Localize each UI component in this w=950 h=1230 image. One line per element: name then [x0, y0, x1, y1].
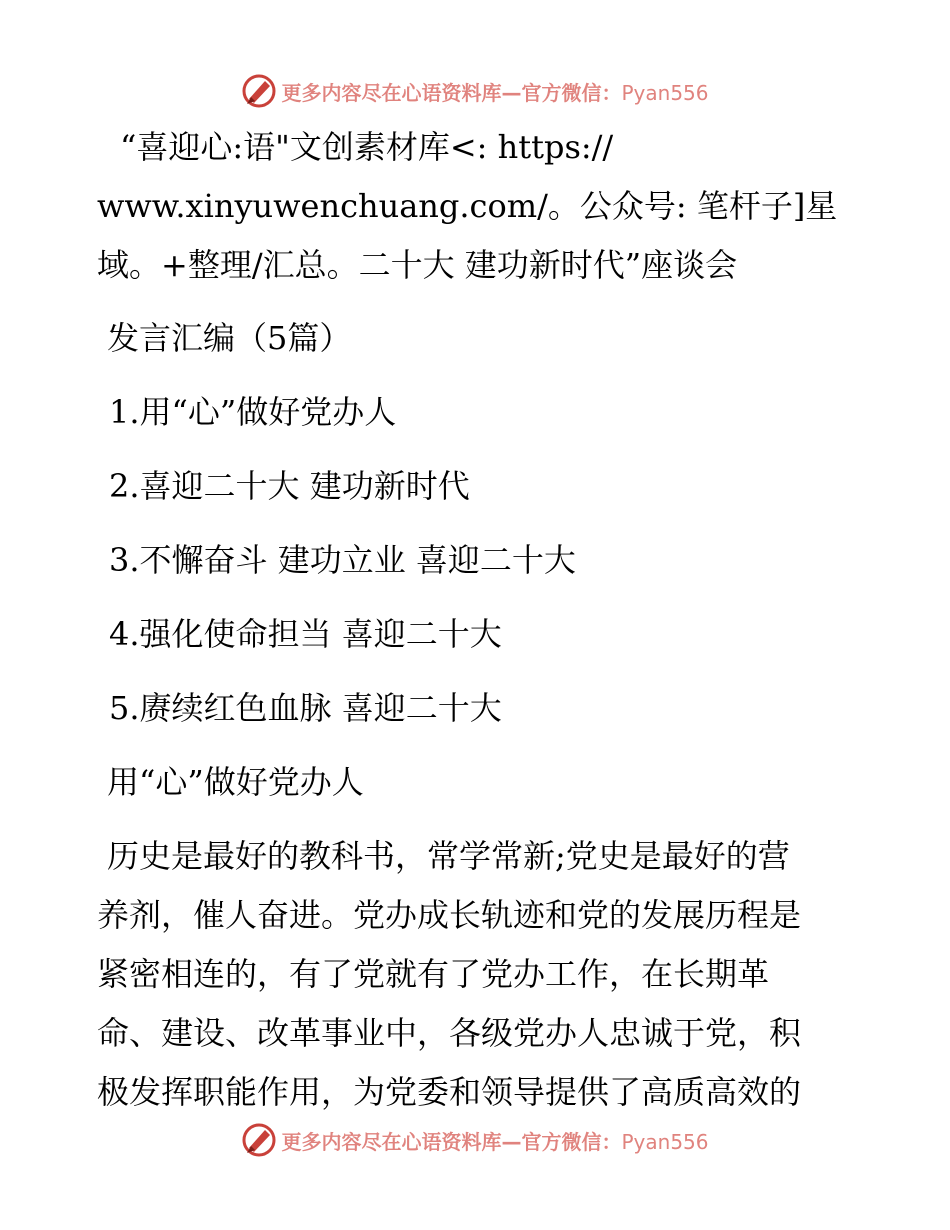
footer-banner-text: 更多内容尽在心语资料库—官方微信：Pyan556 — [281, 1129, 709, 1154]
intro-line-1: “喜迎心:语"文创素材库<: https:// — [120, 128, 614, 166]
pen-logo-icon — [241, 1122, 277, 1158]
paragraph-line-3: 紧密相连的，有了党就有了党办工作，在长期革 — [97, 955, 770, 993]
intro-line-2: www.xinyuwenchuang.com/。公众号: 笔杆子]星 — [97, 187, 838, 225]
toc-item-5: 5.赓续红色血脉 喜迎二十大 — [109, 689, 502, 727]
header-banner-text: 更多内容尽在心语资料库—官方微信：Pyan556 — [281, 80, 709, 105]
footer-wechat-id: Pyan556 — [621, 1129, 709, 1154]
toc-item-3: 3.不懈奋斗 建功立业 喜迎二十大 — [109, 541, 576, 579]
header-watermark-banner — [0, 71, 950, 111]
toc-item-4: 4.强化使命担当 喜迎二十大 — [109, 615, 502, 653]
section-title: 用“心”做好党办人 — [107, 763, 364, 801]
toc-item-2: 2.喜迎二十大 建功新时代 — [109, 467, 470, 505]
header-wechat-id: Pyan556 — [621, 80, 709, 105]
subtitle: 发言汇编（5篇） — [107, 319, 352, 357]
footer-watermark-banner — [0, 1120, 950, 1160]
paragraph-line-5: 极发挥职能作用，为党委和领导提供了高质高效的 — [97, 1073, 802, 1111]
toc-item-1: 1.用“心”做好党办人 — [109, 393, 397, 431]
paragraph-line-1: 历史是最好的教科书，常学常新;党史是最好的营 — [107, 837, 790, 875]
paragraph-line-2: 养剂，催人奋进。党办成长轨迹和党的发展历程是 — [97, 896, 802, 934]
intro-line-3: 域。+整理/汇总。二十大 建功新时代”座谈会 — [97, 246, 738, 284]
pen-logo-icon — [241, 73, 277, 109]
paragraph-line-4: 命、建设、改革事业中，各级党办人忠诚于党，积 — [97, 1014, 802, 1052]
